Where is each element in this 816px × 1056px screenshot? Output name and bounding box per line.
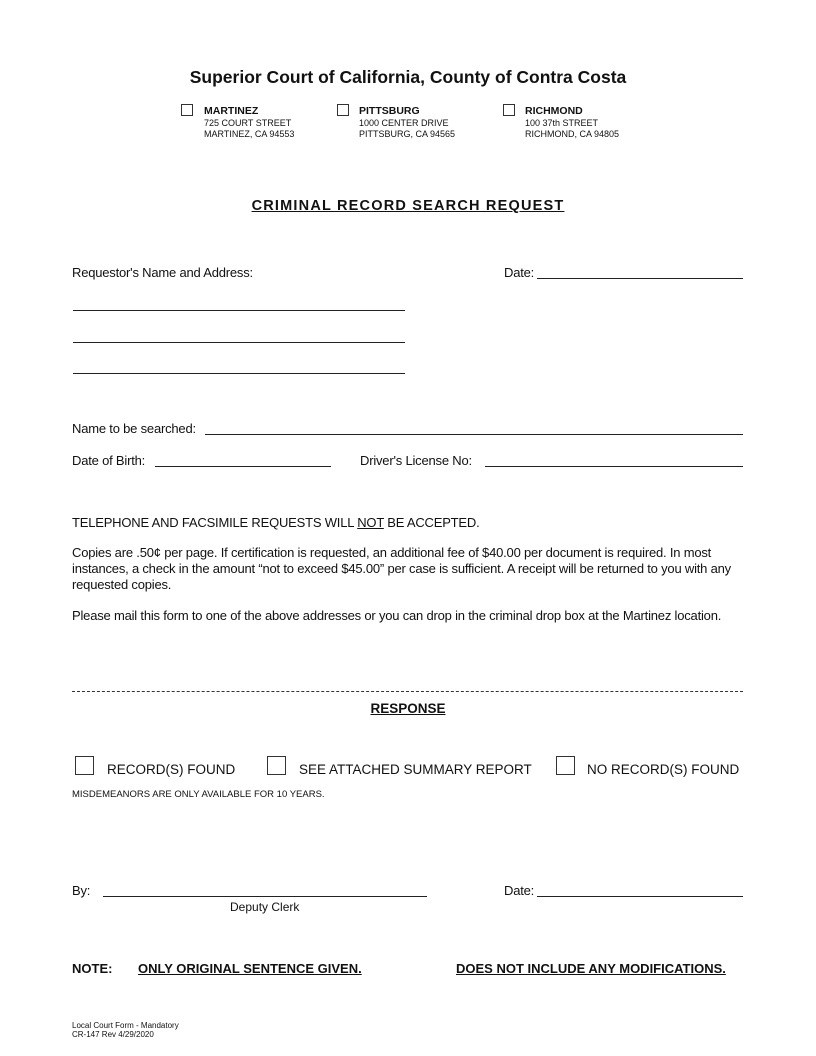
location-name: RICHMOND (525, 105, 583, 117)
dob-field[interactable] (155, 466, 331, 467)
location-city: RICHMOND, CA 94805 (525, 129, 620, 139)
location-name: MARTINEZ (204, 105, 259, 117)
no-record-checkbox[interactable] (556, 756, 575, 775)
response-date-label: Date: (504, 883, 535, 898)
record-found-label: RECORD(S) FOUND (107, 762, 236, 777)
requestor-label: Requestor's Name and Address: (72, 265, 253, 280)
location-city: MARTINEZ, CA 94553 (204, 129, 295, 139)
telephone-notice-not: NOT (357, 515, 384, 530)
location-name: PITTSBURG (359, 105, 420, 117)
copies-notice: Copies are .50¢ per page. If certification is requested, an additional fee of $40.00 per document is required. In most instances, a check in the amount “not to exceed $45.00” per case is sufficient. A receipt will be returned to you with any requested copies. (72, 545, 731, 592)
misdemeanor-note: MISDEMEANORS ARE ONLY AVAILABLE FOR 10 YEARS. (72, 789, 325, 800)
martinez-checkbox[interactable] (181, 104, 193, 116)
location-city: PITTSBURG, CA 94565 (359, 129, 456, 139)
dob-label: Date of Birth: (72, 453, 146, 468)
dashed-divider (72, 691, 743, 692)
telephone-notice (72, 515, 479, 530)
summary-report-checkbox[interactable] (267, 756, 286, 775)
footer-form-type: Local Court Form - Mandatory (72, 1021, 179, 1030)
name-searched-label: Name to be searched: (72, 421, 196, 436)
court-title: Superior Court of California, County of Contra Costa (189, 67, 627, 87)
form-title: CRIMINAL RECORD SEARCH REQUEST (251, 198, 565, 214)
date-label: Date: (504, 265, 535, 280)
date-field[interactable] (537, 278, 743, 279)
location-street: 100 37th STREET (525, 118, 599, 128)
address-line-3[interactable] (73, 373, 405, 374)
deputy-clerk-label: Deputy Clerk (230, 900, 300, 914)
richmond-checkbox[interactable] (503, 104, 515, 116)
no-record-label: NO RECORD(S) FOUND (587, 762, 740, 777)
note-no-modifications: DOES NOT INCLUDE ANY MODIFICATIONS. (456, 961, 726, 976)
address-line-2[interactable] (73, 342, 405, 343)
footer-form-number: CR-147 Rev 4/29/2020 (72, 1030, 154, 1039)
record-found-checkbox[interactable] (75, 756, 94, 775)
pittsburg-checkbox[interactable] (337, 104, 349, 116)
telephone-notice-post: BE ACCEPTED. (383, 515, 480, 530)
response-date-field[interactable] (537, 896, 743, 897)
license-field[interactable] (485, 466, 743, 467)
license-label: Driver's License No: (360, 453, 472, 468)
name-searched-field[interactable] (205, 434, 743, 435)
note-original-sentence: ONLY ORIGINAL SENTENCE GIVEN. (138, 961, 362, 976)
note-label: NOTE: (72, 961, 113, 976)
location-street: 725 COURT STREET (204, 118, 292, 128)
response-title: RESPONSE (370, 701, 446, 716)
location-street: 1000 CENTER DRIVE (359, 118, 449, 128)
by-label: By: (72, 883, 91, 898)
summary-report-label: SEE ATTACHED SUMMARY REPORT (299, 762, 532, 777)
address-line-1[interactable] (73, 310, 405, 311)
clerk-signature-field[interactable] (103, 896, 427, 897)
mail-notice: Please mail this form to one of the above addresses or you can drop in the criminal drop box at the Martinez location. (72, 608, 722, 623)
telephone-notice-pre: TELEPHONE AND FACSIMILE REQUESTS WILL (72, 515, 358, 530)
